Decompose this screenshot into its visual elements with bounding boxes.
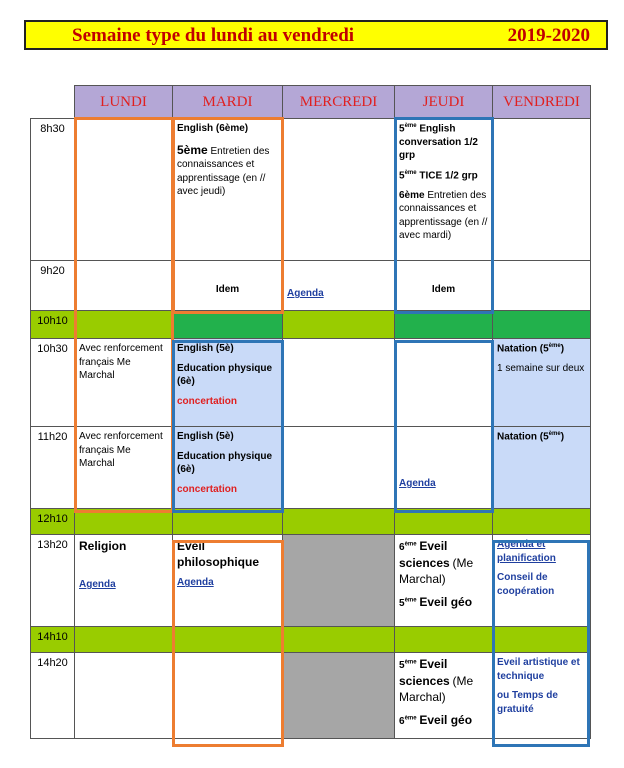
day-vendredi: VENDREDI (493, 86, 591, 119)
cell-jeudi-9h20: Idem (395, 261, 493, 311)
row-13h20 (31, 535, 591, 627)
time-10h10: 10h10 (31, 311, 75, 339)
cell-mardi-10h30: English (5è) Education physique (6è) concertation (173, 339, 283, 427)
cell-mercredi-8h30 (283, 119, 395, 261)
cell-mardi-13h20: Eveil philosophique Agenda (173, 535, 283, 627)
cell-lundi-8h30 (75, 119, 173, 261)
cell-vendredi-8h30 (493, 119, 591, 261)
school-year: 2019-2020 (507, 25, 590, 46)
cell-jeudi-13h20: 6ème Eveil sciences (Me Marchal) 5ème Eveil géo (395, 535, 493, 627)
mardi-5eme-label: 5ème (177, 142, 208, 157)
time-13h20: 13h20 (31, 535, 75, 627)
row-10h10 (31, 311, 591, 339)
row-9h20 (31, 261, 591, 311)
cell-jeudi-14h20: 5ème Eveil sciences (Me Marchal) 6ème Eveil géo (395, 653, 493, 739)
day-mercredi: MERCREDI (283, 86, 395, 119)
row-10h30 (31, 339, 591, 427)
jeudi-agenda-link[interactable]: Agenda (399, 478, 436, 489)
mardi-agenda-link[interactable]: Agenda (177, 577, 214, 589)
jeudi-entretien: Entretien des connaissances et apprentissage (en // avec mardi) (399, 189, 488, 242)
time-14h20: 14h20 (31, 653, 75, 739)
day-mardi: MARDI (173, 86, 283, 119)
page-title: Semaine type du lundi au vendredi (72, 25, 355, 46)
cell-jeudi-11h20 (395, 427, 493, 509)
day-jeudi: JEUDI (395, 86, 493, 119)
row-14h10 (31, 627, 591, 653)
cell-mercredi-13h20 (283, 535, 395, 627)
day-lundi: LUNDI (75, 86, 173, 119)
jeudi-6eme-label: 6ème (399, 189, 425, 201)
time-12h10: 12h10 (31, 509, 75, 535)
lundi-agenda-link[interactable]: Agenda (79, 579, 116, 591)
cell-lundi-13h20: Religion Agenda (75, 535, 173, 627)
cell-lundi-9h20 (75, 261, 173, 311)
cell-mercredi-14h20 (283, 653, 395, 739)
jeudi-english-conv: English conversation 1/2 grp (399, 123, 478, 162)
cell-mardi-14h20 (173, 653, 283, 739)
row-11h20 (31, 427, 591, 509)
header-row (31, 86, 591, 119)
cell-mercredi-11h20 (283, 427, 395, 509)
mardi-english-6: English (6ème) (177, 123, 249, 134)
cell-mardi-9h20: Idem (173, 261, 283, 311)
time-9h20: 9h20 (31, 261, 75, 311)
time-11h20: 11h20 (31, 427, 75, 509)
cell-lundi-14h20 (75, 653, 173, 739)
row-14h20 (31, 653, 591, 739)
cell-jeudi-10h30 (395, 339, 493, 427)
time-14h10: 14h10 (31, 627, 75, 653)
cell-mercredi-9h20 (283, 261, 395, 311)
cell-vendredi-11h20: Natation (5ème) (493, 427, 591, 509)
schedule-table (30, 85, 591, 739)
time-10h30: 10h30 (31, 339, 75, 427)
title-banner (24, 20, 608, 50)
mardi-entretien: Entretien des connaissances et apprentissage (en // avec jeudi) (177, 145, 270, 197)
cell-vendredi-9h20 (493, 261, 591, 311)
cell-vendredi-13h20: Agenda et planification Conseil de coopération (493, 535, 591, 627)
cell-vendredi-14h20: Eveil artistique et technique ou Temps de gratuité (493, 653, 591, 739)
row-8h30 (31, 119, 591, 261)
cell-mardi-11h20: English (5è) Education physique (6è) concertation (173, 427, 283, 509)
row-12h10 (31, 509, 591, 535)
cell-mardi-8h30 (173, 119, 283, 261)
time-8h30: 8h30 (31, 119, 75, 261)
jeudi-tice: TICE 1/2 grp (419, 170, 478, 182)
cell-jeudi-8h30: 5ème English conversation 1/2 grp 5ème TICE 1/2 grp 6ème Entretien des connaissances et apprentissage (en // avec mardi) (395, 119, 493, 261)
mercredi-agenda-link[interactable]: Agenda (287, 288, 324, 299)
corner-cell (31, 86, 75, 119)
cell-lundi-11h20: Avec renforcement français Me Marchal (75, 427, 173, 509)
cell-mercredi-10h30 (283, 339, 395, 427)
cell-lundi-10h30: Avec renforcement français Me Marchal (75, 339, 173, 427)
vendredi-agenda-planif-link[interactable]: Agenda et planification (497, 539, 556, 564)
cell-vendredi-10h30: Natation (5ème) 1 semaine sur deux (493, 339, 591, 427)
